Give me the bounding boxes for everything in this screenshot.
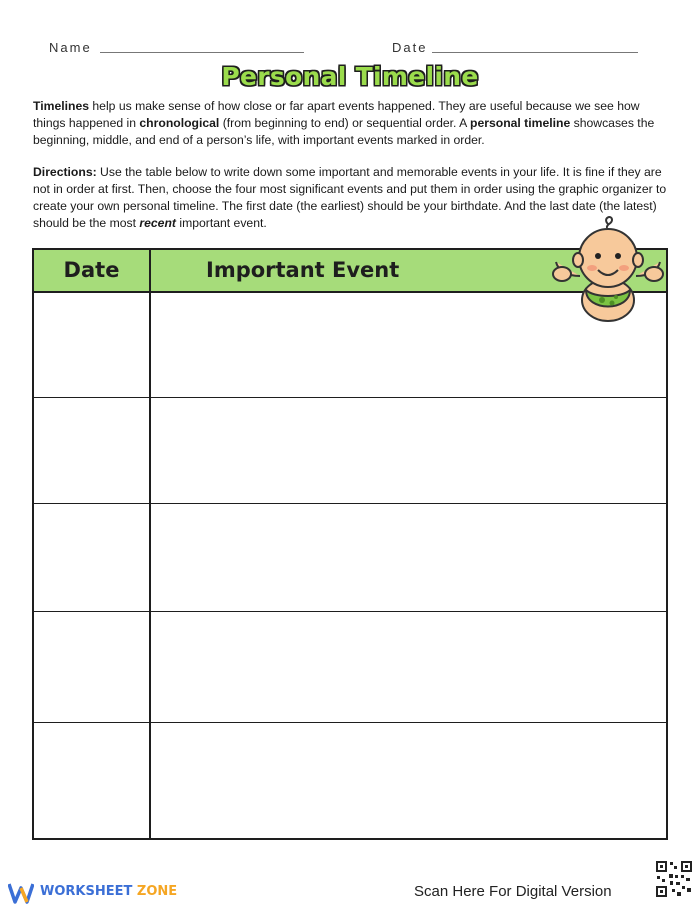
worksheet-zone-logo-icon xyxy=(8,882,34,904)
timeline-table xyxy=(32,248,668,840)
intro-text-3: showcases the beginning, middle, and end of a person’s life, with important events marked in order. xyxy=(33,116,655,147)
date-label: Date xyxy=(392,40,428,55)
column-divider xyxy=(149,250,151,838)
row-divider xyxy=(34,722,666,723)
directions-text-2: important event. xyxy=(175,216,267,230)
name-date-row xyxy=(0,40,700,60)
intro-paragraph xyxy=(33,98,673,149)
row-divider xyxy=(34,503,666,504)
qr-code[interactable] xyxy=(655,860,693,898)
row-divider xyxy=(34,397,666,398)
intro-text-1: help us make sense of how close or far apart events happened. They are useful because we see how things happened in xyxy=(33,99,640,130)
directions-emphasis: recent xyxy=(139,216,176,230)
directions-text-1: Use the table below to write down some important and memorable events in your life. It is fine if they are not in order at first. Then, choose the four most significant events and put them in order using the graphic organizer to create your own personal timeline. The first date (the earliest) should be your birthdate. And the last date (the latest) should be the most xyxy=(33,165,667,230)
baby-illustration xyxy=(552,214,664,324)
header-important-event: Important Event xyxy=(206,258,400,282)
intro-text-2: (from beginning to end) or sequential order. A xyxy=(219,116,470,130)
name-label: Name xyxy=(49,40,92,55)
page-title: Personal Timeline xyxy=(221,62,479,91)
name-field[interactable] xyxy=(100,52,304,53)
directions-label: Directions: xyxy=(33,165,97,179)
logo-text xyxy=(40,884,177,899)
term-timelines: Timelines xyxy=(33,99,89,113)
logo-word-zone: ZONE xyxy=(136,884,178,899)
logo-word-worksheet: WORKSHEET xyxy=(40,884,133,899)
date-field[interactable] xyxy=(432,52,638,53)
header-date: Date xyxy=(63,258,120,282)
term-chronological: chronological xyxy=(139,116,220,130)
row-divider xyxy=(34,611,666,612)
scan-text: Scan Here For Digital Version xyxy=(414,883,612,900)
term-personal-timeline: personal timeline xyxy=(470,116,571,130)
